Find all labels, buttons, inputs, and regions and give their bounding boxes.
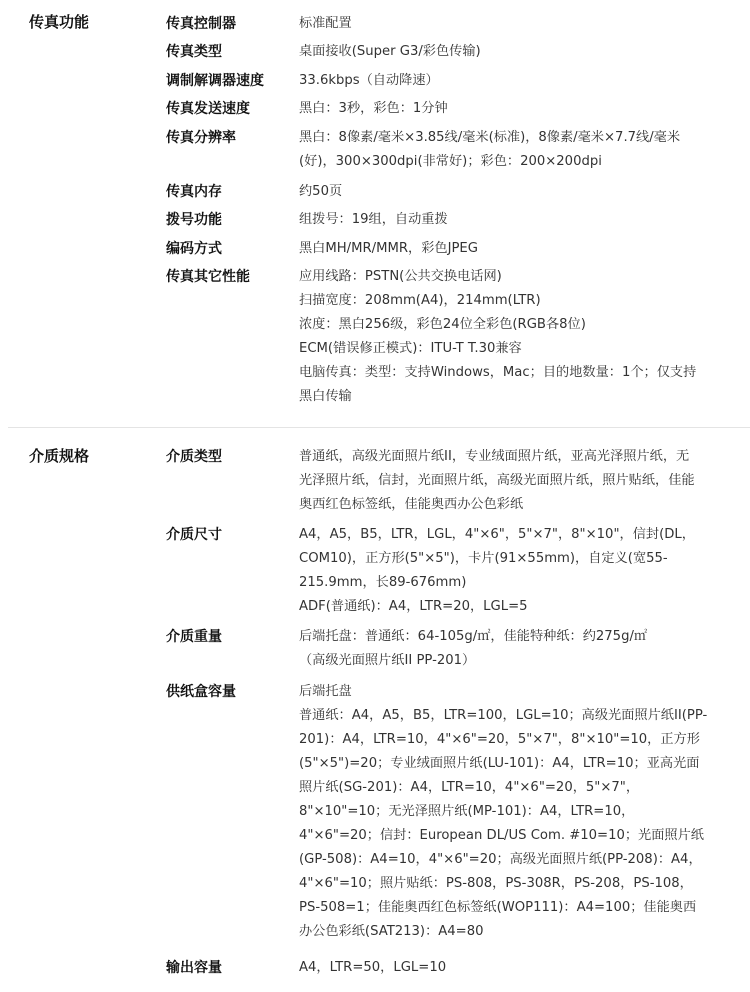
spec-value [299,208,727,232]
spec-value [299,625,727,673]
spec-value-line: A4，A5，B5，LTR，LGL，4"×6"，5"×7"，8"×10"，信封(DL， [299,527,695,542]
spec-value [299,12,727,36]
spec-value [299,956,727,980]
spec-label: 拨号功能 [166,212,222,228]
spec-value-line: (好)，300×300dpi(非常好)；彩色：200×200dpi [299,154,602,169]
spec-value-line: 扫描宽度：208mm(A4)，214mm(LTR) [299,293,541,308]
spec-value [299,69,727,93]
spec-value-line: 电脑传真：类型：支持Windows，Mac；目的地数量：1个；仅支持 [299,365,697,380]
spec-value-line: 组拨号：19组，自动重拨 [299,212,448,227]
spec-value [299,40,727,64]
spec-label: 输出容量 [166,960,222,976]
spec-value-line: ADF(普通纸)：A4，LTR=20，LGL=5 [299,599,528,614]
spec-value-line: ECM(错误修正模式)：ITU-T T.30兼容 [299,341,522,356]
spec-value-line: (5"×5")=20；专业绒面照片纸(LU-101)：A4，LTR=10；亚高光面 [299,756,700,771]
spec-value [299,180,727,204]
spec-value-line: PS-508=1；佳能奥西红色标签纸(WOP111)：A4=100；佳能奥西 [299,900,697,915]
spec-value-line: 4"×6"=20；信封：European DL/US Com. #10=10；光面照片纸 [299,828,704,843]
fax-section [0,0,750,424]
spec-value-line: 215.9mm，长89-676mm) [299,575,467,590]
spec-value-line: A4，LTR=50，LGL=10 [299,960,447,975]
spec-value-line: 黑白传输 [299,389,352,404]
spec-value [299,445,727,517]
spec-value-line: 桌面接收(Super G3/彩色传输) [299,44,481,59]
spec-value-line: 光泽照片纸，信封，光面照片纸，高级光面照片纸，照片贴纸，佳能 [299,473,695,488]
section-divider [8,427,750,428]
spec-value-line: 浓度：黑白256级，彩色24位全彩色(RGB各8位) [299,317,586,332]
spec-label: 传真控制器 [166,16,236,32]
spec-value-line: 照片纸(SG-201)：A4，LTR=10，4"×6"=20，5"×7"， [299,780,640,795]
spec-value-line: 黑白MH/MR/MMR，彩色JPEG [299,241,478,256]
spec-label: 介质类型 [166,449,222,465]
spec-value [299,97,727,121]
spec-value-line: 后端托盘 [299,684,352,699]
spec-label: 传真类型 [166,44,222,60]
spec-label: 传真其它性能 [166,269,250,285]
spec-value [299,680,727,944]
spec-value-line: 普通纸，高级光面照片纸II，专业绒面照片纸，亚高光泽照片纸，无 [299,449,690,464]
spec-label: 编码方式 [166,241,222,257]
section-title-media: 介质规格 [29,447,90,465]
spec-label: 传真内存 [166,184,222,200]
spec-value-line: 8"×10"=10；无光泽照片纸(MP-101)：A4，LTR=10， [299,804,635,819]
section-title-fax: 传真功能 [29,13,90,31]
spec-label: 传真分辨率 [166,130,236,146]
spec-label: 调制解调器速度 [166,73,264,89]
spec-value [299,126,727,174]
spec-value-line: 应用线路：PSTN(公共交换电话网) [299,269,502,284]
spec-value-line: 黑白：8像素/毫米×3.85线/毫米(标准)，8像素/毫米×7.7线/毫米 [299,130,681,145]
spec-label: 供纸盒容量 [166,684,236,700]
spec-value-line: 4"×6"=10；照片贴纸：PS-808，PS-308R，PS-208，PS-108， [299,876,693,891]
spec-value [299,523,727,619]
spec-value [299,265,727,409]
spec-value-line: （高级光面照片纸II PP-201） [299,653,476,668]
spec-value-line: COM10)，正方形(5"×5")，卡片(91×55mm)，自定义(宽55- [299,551,668,566]
spec-value-line: 奥西红色标签纸，佳能奥西办公色彩纸 [299,497,524,512]
spec-label: 传真发送速度 [166,101,250,117]
spec-value-line: 33.6kbps（自动降速） [299,73,439,88]
spec-value-line: 201)：A4，LTR=10，4"×6"=20，5"×7"，8"×10"=10，正方形 [299,732,700,747]
spec-label: 介质尺寸 [166,527,222,543]
spec-value-line: 约50页 [299,184,343,199]
spec-value-line: 后端托盘：普通纸：64-105g/㎡，佳能特种纸：约275g/㎡ [299,629,648,644]
spec-value-line: 标准配置 [299,16,352,31]
spec-value-line: 黑白：3秒，彩色：1分钟 [299,101,448,116]
spec-label: 介质重量 [166,629,222,645]
spec-value-line: 普通纸：A4，A5，B5，LTR=100，LGL=10；高级光面照片纸II(PP- [299,708,708,723]
spec-value-line: (GP-508)：A4=10，4"×6"=20；高级光面照片纸(PP-208)：A4， [299,852,702,867]
spec-value [299,237,727,261]
media-section [0,432,750,992]
spec-value-line: 办公色彩纸(SAT213)：A4=80 [299,924,484,939]
